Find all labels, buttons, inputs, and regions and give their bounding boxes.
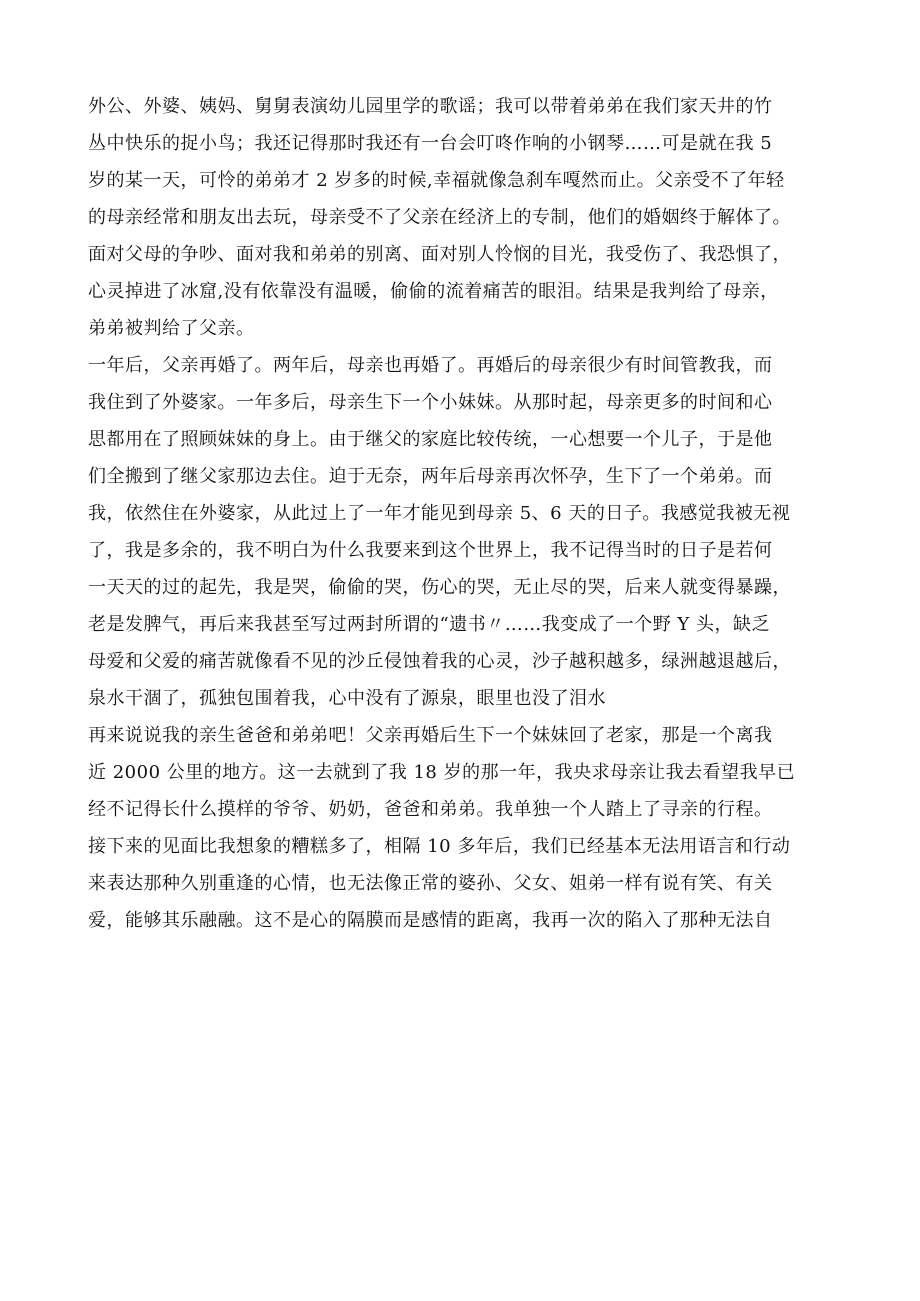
text-line: 一年后，父亲再婚了。两年后，母亲也再婚了。再婚后的母亲很少有时间管教我，而 [88,355,773,376]
text-line: 思都用在了照顾妹妹的身上。由于继父的家庭比较传统，一心想要一个儿子，于是他 [88,429,773,450]
text-line: 爱，能够其乐融融。这不是心的隔膜而是感情的距离，我再一次的陷入了那种无法自 [88,910,773,931]
text-line: 母爱和父爱的痛苦就像看不见的沙丘侵蚀着我的心灵，沙子越积越多，绿洲越退越后， [88,651,791,672]
text-line: 老是发脾气，再后来我甚至写过两封所谓的“遗书〃……我变成了一个野 Y 头，缺乏 [88,614,771,635]
text-line: 丛中快乐的捉小鸟；我还记得那时我还有一台会叮咚作响的小钢琴……可是就在我 5 [88,133,773,154]
text-line: 泉水干涸了，孤独包围着我，心中没有了源泉，眼里也没了泪水 [88,688,606,709]
text-line: 了，我是多余的，我不明白为什么我要来到这个世界上，我不记得当时的日子是若何 [88,540,773,561]
text-line: 再来说说我的亲生爸爸和弟弟吧！父亲再婚后生下一个妹妹回了老家，那是一个离我 [88,725,773,746]
text-line: 岁的某一天，可怜的弟弟才 2 岁多的时候,幸福就像急刹车嘎然而止。父亲受不了年轻 [88,170,785,191]
text-line: 经不记得长什么摸样的爷爷、奶奶，爸爸和弟弟。我单独一个人踏上了寻亲的行程。 [88,799,773,820]
text-line: 近 2000 公里的地方。这一去就到了我 18 岁的那一年，我央求母亲让我去看望我早已 [88,762,796,783]
text-line: 们全搬到了继父家那边去住。迫于无奈，两年后母亲再次怀孕，生下了一个弟弟。而 [88,466,773,487]
text-line: 面对父母的争吵、面对我和弟弟的别离、面对别人怜悯的目光，我受伤了、我恐惧了， [88,244,791,265]
text-line: 接下来的见面比我想象的糟糕多了，相隔 10 多年后，我们已经基本无法用语言和行动 [88,836,791,857]
text-line: 我，依然住在外婆家，从此过上了一年才能见到母亲 5、6 天的日子。我感觉我被无视 [88,503,791,524]
document-body [88,88,848,939]
text-line: 来表达那种久别重逢的心情，也无法像正常的婆孙、父女、姐弟一样有说有笑、有关 [88,873,773,894]
text-line: 的母亲经常和朋友出去玩，母亲受不了父亲在经济上的专制，他们的婚姻终于解体了。 [88,207,791,228]
text-line: 外公、外婆、姨妈、舅舅表演幼儿园里学的歌谣；我可以带着弟弟在我们家天井的竹 [88,96,773,117]
text-line: 心灵掉进了冰窟,没有依靠没有温暖，偷偷的流着痛苦的眼泪。结果是我判给了母亲， [88,281,779,302]
text-line: 一天天的过的起先，我是哭，偷偷的哭，伤心的哭，无止尽的哭，后来人就变得暴躁， [88,577,791,598]
text-line: 我住到了外婆家。一年多后，母亲生下一个小妹妹。从那时起，母亲更多的时间和心 [88,392,773,413]
text-line: 弟弟被判给了父亲。 [88,318,255,339]
